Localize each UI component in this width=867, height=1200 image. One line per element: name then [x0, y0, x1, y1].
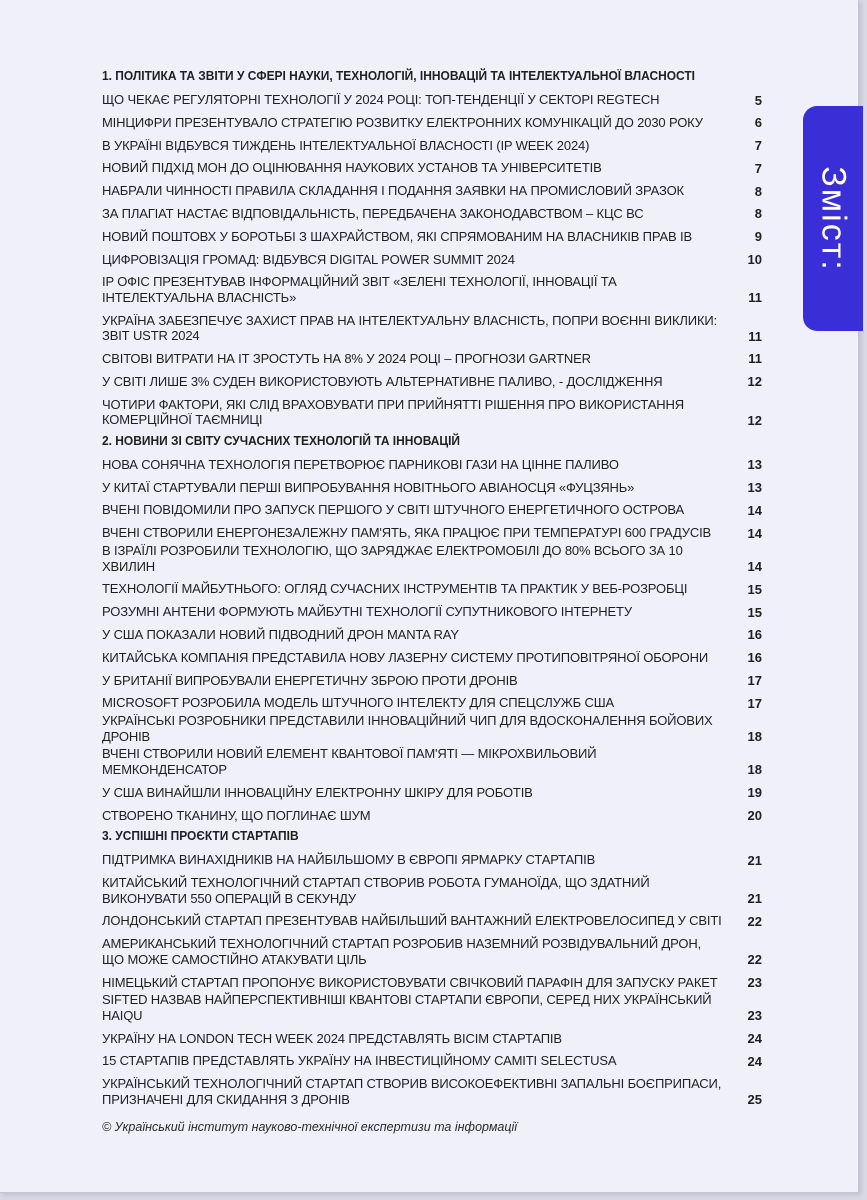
- toc-entry-page: 17: [747, 673, 762, 689]
- toc-entry-page: 9: [754, 229, 762, 245]
- toc-entry-page: 13: [747, 457, 762, 473]
- toc-entry-title: У СВІТІ ЛИШЕ 3% СУДЕН ВИКОРИСТОВУЮТЬ АЛЬТЕРНАТИВНЕ ПАЛИВО, - ДОСЛІДЖЕННЯ: [102, 373, 663, 389]
- toc-entry[interactable]: [102, 224, 762, 247]
- toc-entry-title: РОЗУМНІ АНТЕНИ ФОРМУЮТЬ МАЙБУТНІ ТЕХНОЛОГІЇ СУПУТНИКОВОГО ІНТЕРНЕТУ: [102, 604, 632, 620]
- toc-entry[interactable]: [102, 247, 762, 270]
- toc-entry-title: В ІЗРАЇЛІ РОЗРОБИЛИ ТЕХНОЛОГІЮ, ЩО ЗАРЯДЖАЄ ЕЛЕКТРОМОБІЛІ ДО 80% ВСЬОГО ЗА 10 ХВИЛИН: [102, 543, 683, 574]
- section-heading: 2. НОВИНИ ЗІ СВІТУ СУЧАСНИХ ТЕХНОЛОГІЙ ТА ІННОВАЦІЙ: [102, 432, 461, 448]
- toc-entry-title: У США ВИНАЙШЛИ ІННОВАЦІЙНУ ЕЛЕКТРОННУ ШКІРУ ДЛЯ РОБОТІВ: [102, 784, 533, 800]
- toc-entry-page: 8: [754, 206, 762, 222]
- toc-entry[interactable]: [102, 178, 762, 201]
- toc-entry[interactable]: [102, 713, 762, 746]
- toc-entry-page: 18: [747, 762, 762, 778]
- toc-entry-page: 17: [747, 695, 762, 711]
- toc-entry-page: 22: [747, 952, 762, 968]
- toc-entry-title: ЛОНДОНСЬКИЙ СТАРТАП ПРЕЗЕНТУВАВ НАЙБІЛЬШИЙ ВАНТАЖНИЙ ЕЛЕКТРОВЕЛОСИПЕД У СВІТІ: [102, 913, 722, 929]
- toc-entry[interactable]: [102, 1026, 762, 1049]
- toc-entry-title: НАБРАЛИ ЧИННОСТІ ПРАВИЛА СКЛАДАННЯ І ПОДАННЯ ЗАЯВКИ НА ПРОМИСЛОВИЙ ЗРАЗОК: [102, 183, 684, 199]
- toc-entry-title: УКРАЇНСЬКИЙ ТЕХНОЛОГІЧНИЙ СТАРТАП СТВОРИВ ВИСОКОЕФЕКТИВНІ ЗАПАЛЬНІ БОЄПРИПАСИ, ПРИЗНАЧЕНІ ДЛЯ СКИДАННЯ З ДРОНІВ: [102, 1076, 722, 1107]
- toc-entry[interactable]: [102, 870, 762, 908]
- toc-entry-title: MICROSOFT РОЗРОБИЛА МОДЕЛЬ ШТУЧНОГО ІНТЕЛЕКТУ ДЛЯ СПЕЦСЛУЖБ США: [102, 695, 614, 711]
- toc-entry-page: 14: [747, 559, 762, 575]
- toc-entry[interactable]: [102, 970, 762, 993]
- toc-entry-title: У КИТАЇ СТАРТУВАЛИ ПЕРШІ ВИПРОБУВАННЯ НОВІТНЬОГО АВІАНОСЦЯ «ФУЦЗЯНЬ»: [102, 479, 635, 495]
- toc-entry[interactable]: [102, 992, 762, 1025]
- toc-entry-title: ЧОТИРИ ФАКТОРИ, ЯКІ СЛІД ВРАХОВУВАТИ ПРИ ПРИЙНЯТТІ РІШЕННЯ ПРО ВИКОРИСТАННЯ КОМЕРЦІЙНОЇ ТАЄМНИЦІ: [102, 396, 684, 428]
- toc-entry[interactable]: [102, 133, 762, 156]
- toc-entry-page: 16: [747, 627, 762, 643]
- toc-entry-title: ЦИФРОВІЗАЦІЯ ГРОМАД: ВІДБУВСЯ DIGITAL POWER SUMMIT 2024: [102, 251, 515, 267]
- toc-entry-title: ВЧЕНІ СТВОРИЛИ НОВИЙ ЕЛЕМЕНТ КВАНТОВОЇ ПАМ'ЯТІ — МІКРОХВИЛЬОВИЙ МЕМКОНДЕНСАТОР: [102, 746, 597, 777]
- toc-entry-page: 20: [747, 808, 762, 824]
- section-heading: 3. УСПІШНІ ПРОЄКТИ СТАРТАПІВ: [102, 828, 299, 844]
- toc-entry[interactable]: [102, 475, 762, 498]
- toc-entry[interactable]: [102, 780, 762, 803]
- toc-entry-page: 25: [747, 1092, 762, 1108]
- toc-entry-page: 7: [754, 138, 762, 154]
- toc-entry-title: ЩО ЧЕКАЄ РЕГУЛЯТОРНІ ТЕХНОЛОГІЇ У 2024 РОЦІ: ТОП-ТЕНДЕНЦІЇ У СЕКТОРІ REGTECH: [102, 92, 660, 107]
- toc-entry[interactable]: [102, 931, 762, 969]
- toc-entry-title: НОВА СОНЯЧНА ТЕХНОЛОГІЯ ПЕРЕТВОРЮЄ ПАРНИКОВІ ГАЗИ НА ЦІННЕ ПАЛИВО: [102, 456, 619, 472]
- toc-entry-title: У БРИТАНІЇ ВИПРОБУВАЛИ ЕНЕРГЕТИЧНУ ЗБРОЮ ПРОТИ ДРОНІВ: [102, 672, 518, 688]
- toc-entry-page: 11: [748, 328, 762, 344]
- toc-entry-title: SIFTED НАЗВАВ НАЙПЕРСПЕКТИВНІШІ КВАНТОВІ СТАРТАПИ ЄВРОПИ, СЕРЕД НИХ УКРАЇНСЬКИЙ HAIQU: [102, 992, 712, 1023]
- toc-entry-page: 14: [747, 502, 762, 518]
- toc-entry[interactable]: [102, 369, 762, 392]
- toc-entry-title: АМЕРИКАНСЬКИЙ ТЕХНОЛОГІЧНИЙ СТАРТАП РОЗРОБИВ НАЗЕМНИЙ РОЗВІДУВАЛЬНИЙ ДРОН, ЩО МОЖЕ САМОСТІЙНО АТАКУВАТИ ЦІЛЬ: [102, 936, 702, 967]
- toc-entry-title: В УКРАЇНІ ВІДБУВСЯ ТИЖДЕНЬ ІНТЕЛЕКТУАЛЬНОЇ ВЛАСНОСТІ (IP WEEK 2024): [102, 137, 590, 153]
- toc-entry-page: 19: [747, 785, 762, 801]
- toc-entry[interactable]: [102, 576, 762, 599]
- contents-tab-label: Зміст:: [814, 165, 853, 272]
- toc-entry-title: НОВИЙ ПОШТОВХ У БОРОТЬБІ З ШАХРАЙСТВОМ, ЯКІ СПРЯМОВАНИМ НА ВЛАСНИКІВ ПРАВ ІВ: [102, 228, 693, 244]
- toc-entry[interactable]: [102, 847, 762, 870]
- toc-entry[interactable]: [102, 599, 762, 622]
- toc-entry-title: 15 СТАРТАПІВ ПРЕДСТАВЛЯТЬ УКРАЇНУ НА ІНВЕСТИЦІЙНОМУ САМІТІ SELECTUSA: [102, 1053, 617, 1069]
- toc-entry-page: 12: [747, 374, 762, 390]
- toc-entry-page: 8: [754, 183, 762, 199]
- toc-entry-title: КИТАЙСЬКИЙ ТЕХНОЛОГІЧНИЙ СТАРТАП СТВОРИВ РОБОТА ГУМАНОЇДА, ЩО ЗДАТНИЙ ВИКОНУВАТИ 550 ОПЕРАЦІЙ В СЕКУНДУ: [102, 875, 650, 906]
- toc-entry-title: ПІДТРИМКА ВИНАХІДНИКІВ НА НАЙБІЛЬШОМУ В ЄВРОПІ ЯРМАРКУ СТАРТАПІВ: [102, 852, 596, 868]
- toc-entry[interactable]: [102, 155, 762, 178]
- toc-entry-page: 14: [747, 525, 762, 541]
- toc-entry[interactable]: [102, 668, 762, 691]
- toc-entry[interactable]: [102, 346, 762, 369]
- toc-entry-title: УКРАЇНА ЗАБЕЗПЕЧУЄ ЗАХИСТ ПРАВ НА ІНТЕЛЕКТУАЛЬНУ ВЛАСНІСТЬ, ПОПРИ ВОЄННІ ВИКЛИКИ: ЗВІТ USTR 2024: [102, 312, 718, 344]
- toc-entry[interactable]: [102, 392, 762, 430]
- toc-entry[interactable]: [102, 452, 762, 475]
- toc-entry-title: МІНЦИФРИ ПРЕЗЕНТУВАЛО СТРАТЕГІЮ РОЗВИТКУ ЕЛЕКТРОННИХ КОМУНІКАЦІЙ ДО 2030 РОКУ: [102, 114, 703, 130]
- toc-entry-page: 7: [754, 160, 762, 176]
- toc-entry-title: ТЕХНОЛОГІЇ МАЙБУТНЬОГО: ОГЛЯД СУЧАСНИХ ІНСТРУМЕНТІВ ТА ПРАКТИК У ВЕБ-РОЗРОБЦІ: [102, 581, 688, 597]
- toc-entry[interactable]: [102, 543, 762, 576]
- toc-entry-title: КИТАЙСЬКА КОМПАНІЯ ПРЕДСТАВИЛА НОВУ ЛАЗЕРНУ СИСТЕМУ ПРОТИПОВІТРЯНОЇ ОБОРОНИ: [102, 649, 709, 665]
- toc-entry[interactable]: [102, 497, 762, 520]
- toc-entry[interactable]: [102, 908, 762, 931]
- toc-entry[interactable]: [102, 201, 762, 224]
- toc-entry-title: IP ОФІС ПРЕЗЕНТУВАВ ІНФОРМАЦІЙНИЙ ЗВІТ «ЗЕЛЕНІ ТЕХНОЛОГІЇ, ІННОВАЦІЇ ТА ІНТЕЛЕКТУАЛЬНА ВЛАСНІСТЬ»: [102, 274, 617, 305]
- toc-entry-page: 24: [747, 1053, 762, 1069]
- toc-entry-page: 18: [747, 729, 762, 745]
- toc-entry[interactable]: [102, 110, 762, 133]
- toc-entry-page: 16: [747, 650, 762, 666]
- toc-entry-page: 10: [747, 252, 762, 268]
- toc-entry-title: ЗА ПЛАГІАТ НАСТАЄ ВІДПОВІДАЛЬНІСТЬ, ПЕРЕДБАЧЕНА ЗАКОНОДАВСТВОМ – КЦС ВС: [102, 205, 644, 221]
- toc-entry-page: 6: [754, 115, 762, 131]
- toc-entry[interactable]: [102, 520, 762, 543]
- toc-entry-title: НІМЕЦЬКИЙ СТАРТАП ПРОПОНУЄ ВИКОРИСТОВУВАТИ СВІЧКОВИЙ ПАРАФІН ДЛЯ ЗАПУСКУ РАКЕТ: [102, 974, 718, 990]
- toc-entry-title: НОВИЙ ПІДХІД МОН ДО ОЦІНЮВАННЯ НАУКОВИХ УСТАНОВ ТА УНІВЕРСИТЕТІВ: [102, 160, 602, 176]
- toc-entry-page: 15: [747, 581, 762, 597]
- toc-entry-page: 23: [747, 1008, 762, 1024]
- footer-copyright: © Український інститут науково-технічної експертизи та інформації: [102, 1120, 518, 1134]
- toc-entry-title: СТВОРЕНО ТКАНИНУ, ЩО ПОГЛИНАЄ ШУМ: [102, 807, 371, 823]
- toc-entry-page: 15: [747, 604, 762, 620]
- toc-entry[interactable]: [102, 746, 762, 779]
- toc-entry-page: 23: [747, 975, 762, 990]
- table-of-contents: [102, 65, 762, 1109]
- section-heading: 1. ПОЛІТИКА ТА ЗВІТИ У СФЕРІ НАУКИ, ТЕХНОЛОГІЙ, ІННОВАЦІЙ ТА ІНТЕЛЕКТУАЛЬНОЇ ВЛАСНОСТІ: [102, 68, 695, 83]
- toc-entry[interactable]: [102, 622, 762, 645]
- toc-entry[interactable]: [102, 87, 762, 110]
- toc-entry-page: 21: [747, 891, 762, 907]
- toc-entry-page: 21: [747, 852, 762, 868]
- toc-entry-title: УКРАЇНСЬКІ РОЗРОБНИКИ ПРЕДСТАВИЛИ ІННОВАЦІЙНИЙ ЧИП ДЛЯ ВДОСКОНАЛЕННЯ БОЙОВИХ ДРОНІВ: [102, 713, 713, 744]
- toc-entry[interactable]: [102, 1048, 762, 1071]
- toc-entry-title: ВЧЕНІ СТВОРИЛИ ЕНЕРГОНЕЗАЛЕЖНУ ПАМ'ЯТЬ, ЯКА ПРАЦЮЄ ПРИ ТЕМПЕРАТУРІ 600 ГРАДУСІВ: [102, 525, 712, 541]
- toc-entry-page: 5: [754, 92, 762, 108]
- toc-entry-page: 22: [747, 913, 762, 929]
- toc-entry-page: 12: [747, 412, 762, 428]
- contents-tab: [803, 106, 863, 331]
- toc-entry[interactable]: [102, 803, 762, 826]
- toc-entry-title: УКРАЇНУ НА LONDON TECH WEEK 2024 ПРЕДСТАВЛЯТЬ ВІСІМ СТАРТАПІВ: [102, 1030, 562, 1046]
- toc-entry[interactable]: [102, 690, 762, 713]
- toc-entry-title: ВЧЕНІ ПОВІДОМИЛИ ПРО ЗАПУСК ПЕРШОГО У СВІТІ ШТУЧНОГО ЕНЕРГЕТИЧНОГО ОСТРОВА: [102, 502, 685, 518]
- toc-entry-title: У США ПОКАЗАЛИ НОВИЙ ПІДВОДНИЙ ДРОН MANTA RAY: [102, 626, 459, 642]
- toc-entry-page: 11: [748, 351, 762, 367]
- toc-entry[interactable]: [102, 645, 762, 668]
- toc-entry[interactable]: [102, 269, 762, 307]
- toc-entry[interactable]: [102, 1071, 762, 1109]
- toc-entry[interactable]: [102, 308, 762, 346]
- toc-entry-page: 13: [747, 480, 762, 496]
- toc-entry-title: СВІТОВІ ВИТРАТИ НА ІТ ЗРОСТУТЬ НА 8% У 2024 РОЦІ – ПРОГНОЗИ GARTNER: [102, 350, 591, 366]
- toc-entry-page: 11: [748, 290, 762, 306]
- toc-entry-page: 24: [747, 1031, 762, 1047]
